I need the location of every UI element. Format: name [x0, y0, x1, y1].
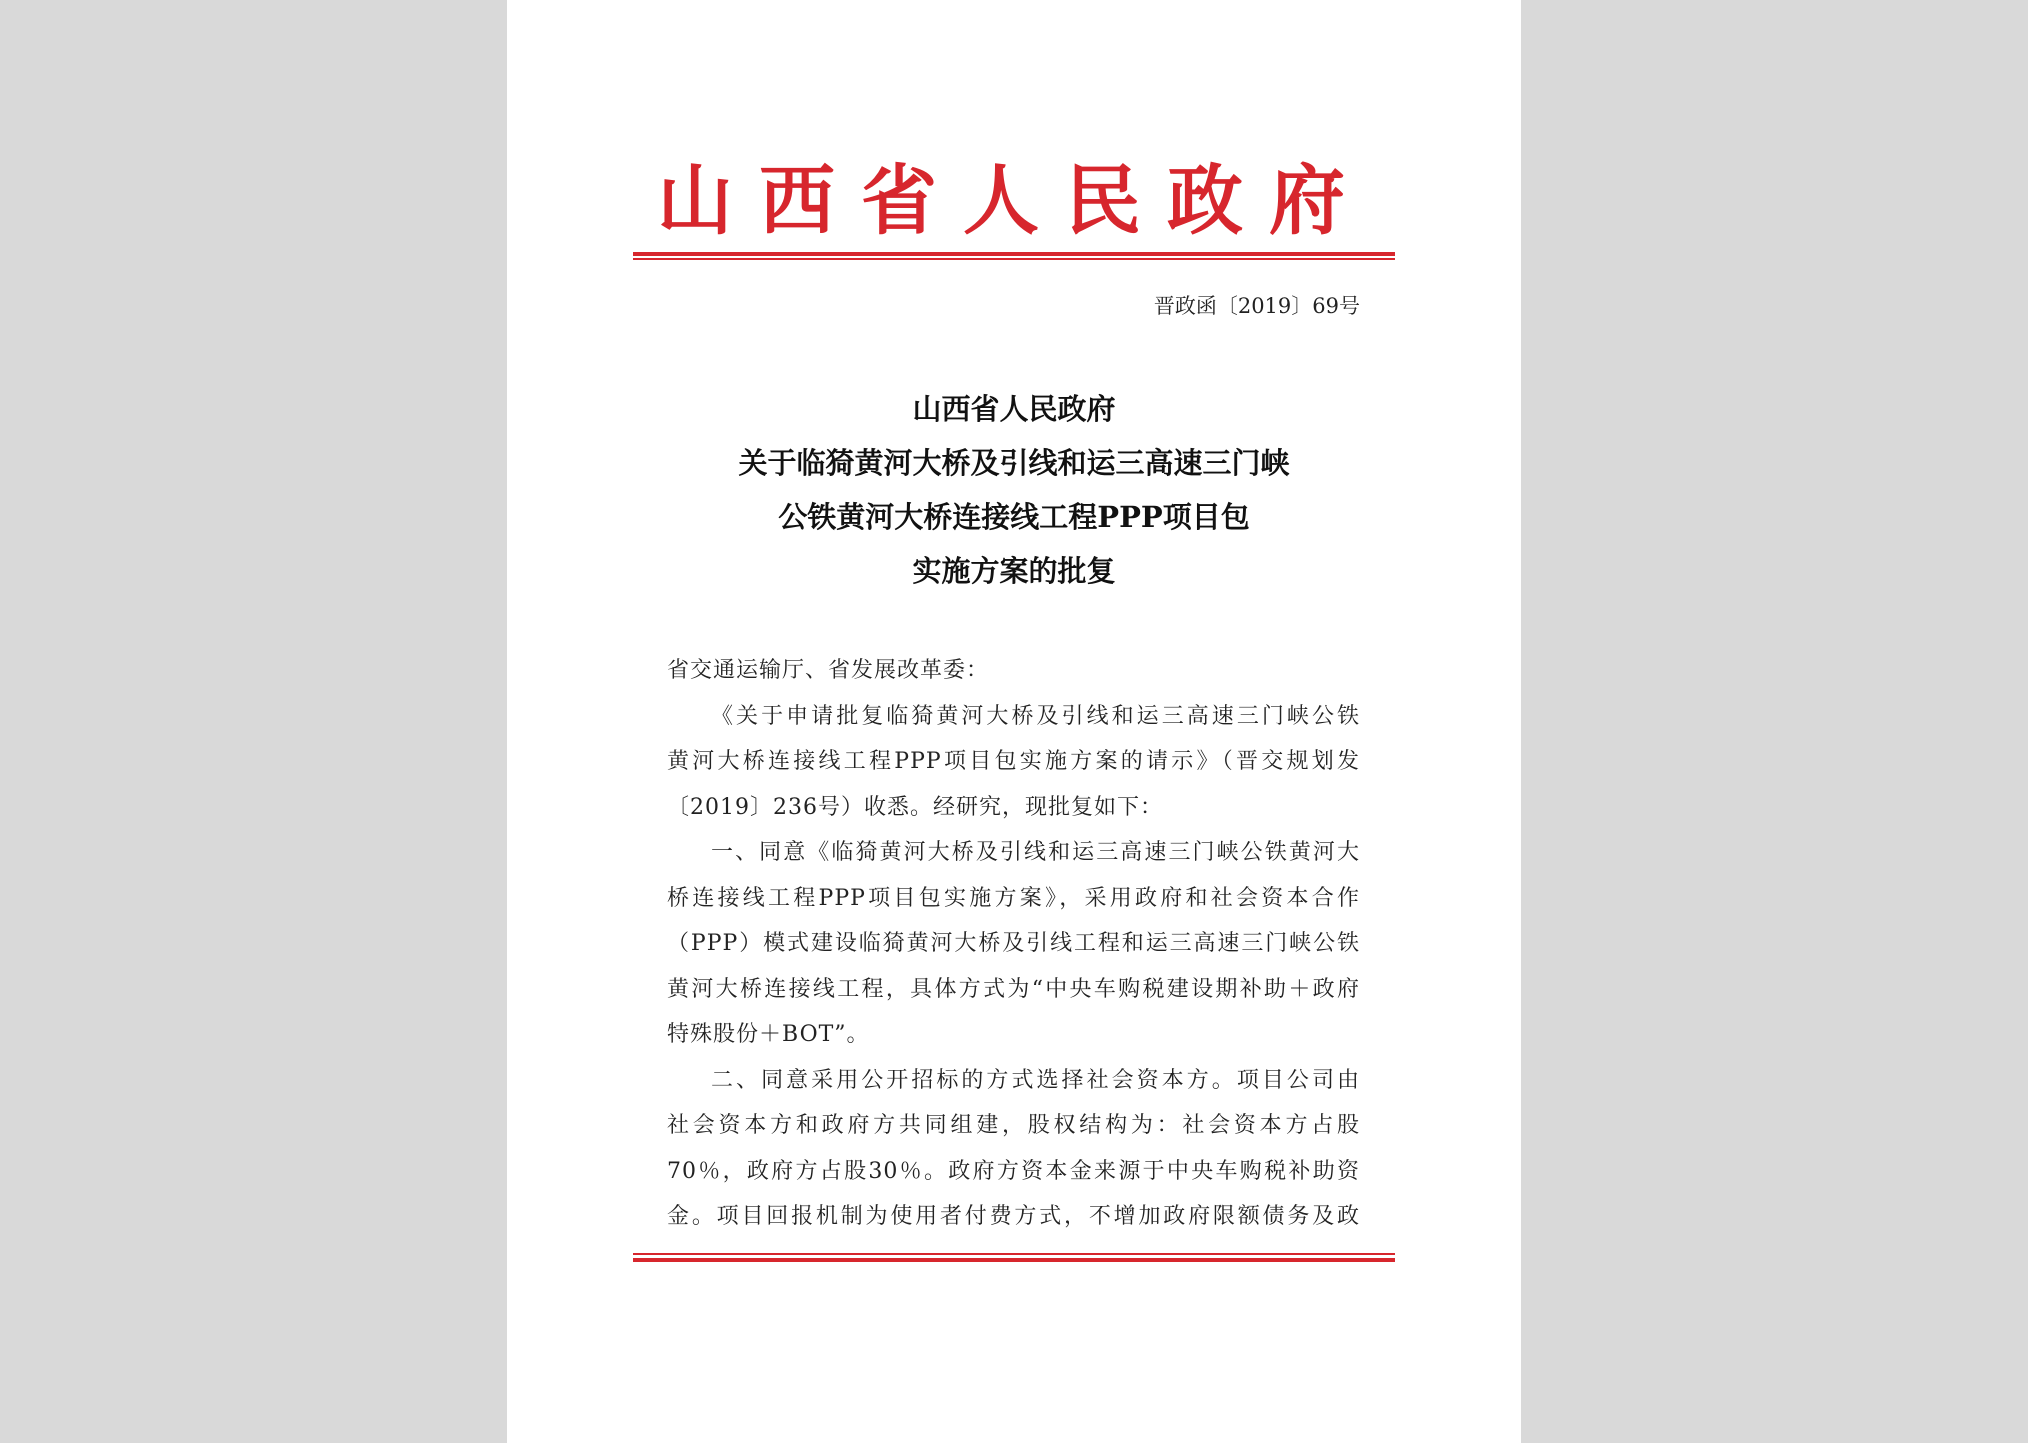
masthead-title: 山西省人民政府 [657, 156, 1371, 245]
document-number: 晋政函〔2019〕69号 [1153, 294, 1360, 318]
title-line: 公铁黄河大桥连接线工程PPP项目包 [778, 500, 1250, 534]
body-line: 二、同意采用公开招标的方式选择社会资本方。项目公司由 [711, 1067, 1360, 1093]
document-page [507, 0, 1521, 1443]
body-line: 黄河大桥连接线工程PPP项目包实施方案的请示》（晋交规划发 [667, 749, 1360, 774]
body-line: 70％，政府方占股30％。政府方资本金来源于中央车购税补助资 [667, 1158, 1360, 1184]
document-body [667, 648, 1360, 1240]
footer-rule-thin [633, 1253, 1395, 1255]
body-line: 黄河大桥连接线工程，具体方式为“中央车购税建设期补助＋政府 [667, 976, 1360, 1002]
body-line: 《关于申请批复临猗黄河大桥及引线和运三高速三门峡公铁 [711, 703, 1360, 729]
body-line: （PPP）模式建设临猗黄河大桥及引线工程和运三高速三门峡公铁 [667, 931, 1360, 956]
salutation: 省交通运输厅、省发展改革委： [667, 658, 990, 683]
masthead-rule-thick [633, 252, 1395, 256]
masthead-rule-thin [633, 258, 1395, 260]
title-line: 关于临猗黄河大桥及引线和运三高速三门峡 [738, 446, 1290, 480]
body-line: 桥连接线工程PPP项目包实施方案》，采用政府和社会资本合作 [667, 885, 1360, 911]
footer-rule-thick [633, 1258, 1395, 1262]
body-line: 社会资本方和政府方共同组建，股权结构为：社会资本方占股 [667, 1113, 1360, 1138]
title-line: 山西省人民政府 [912, 392, 1116, 426]
body-line: 特殊股份＋BOT”。 [667, 1022, 870, 1047]
title-line: 实施方案的批复 [912, 554, 1116, 588]
body-line: 〔2019〕236号）收悉。经研究，现批复如下： [667, 794, 1163, 820]
body-line: 金。项目回报机制为使用者付费方式，不增加政府限额债务及政 [667, 1204, 1360, 1229]
document-title [633, 382, 1395, 598]
body-line: 一、同意《临猗黄河大桥及引线和运三高速三门峡公铁黄河大 [711, 840, 1360, 865]
